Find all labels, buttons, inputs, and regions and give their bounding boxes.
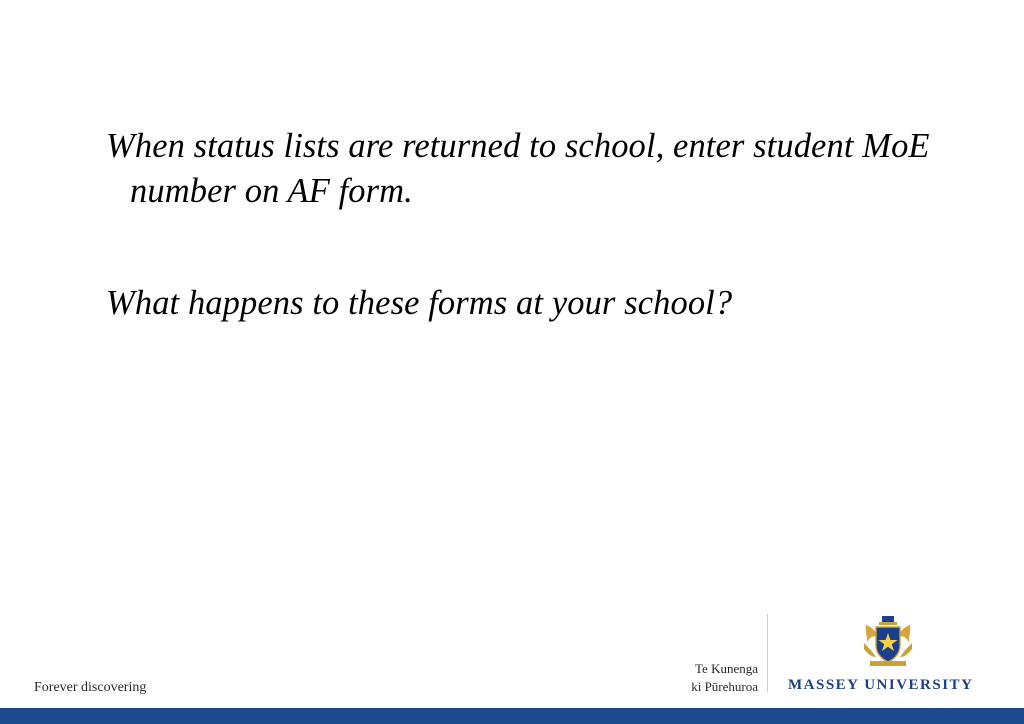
university-crest-icon [862, 613, 914, 669]
footer-bar [0, 708, 1024, 724]
university-wordmark: MASSEY UNIVERSITY [788, 677, 974, 693]
body-paragraph: When status lists are returned to school, enter student MoE number on AF form. [106, 127, 930, 210]
footer-divider [767, 614, 768, 692]
maori-name [678, 660, 758, 696]
maori-name-line: ki Pūrehuroa [691, 679, 758, 694]
body-paragraph: What happens to these forms at your school? [106, 284, 733, 322]
slide-content [106, 124, 966, 326]
maori-name-line: Te Kunenga [695, 661, 758, 676]
footer-tagline: Forever discovering [34, 680, 147, 695]
